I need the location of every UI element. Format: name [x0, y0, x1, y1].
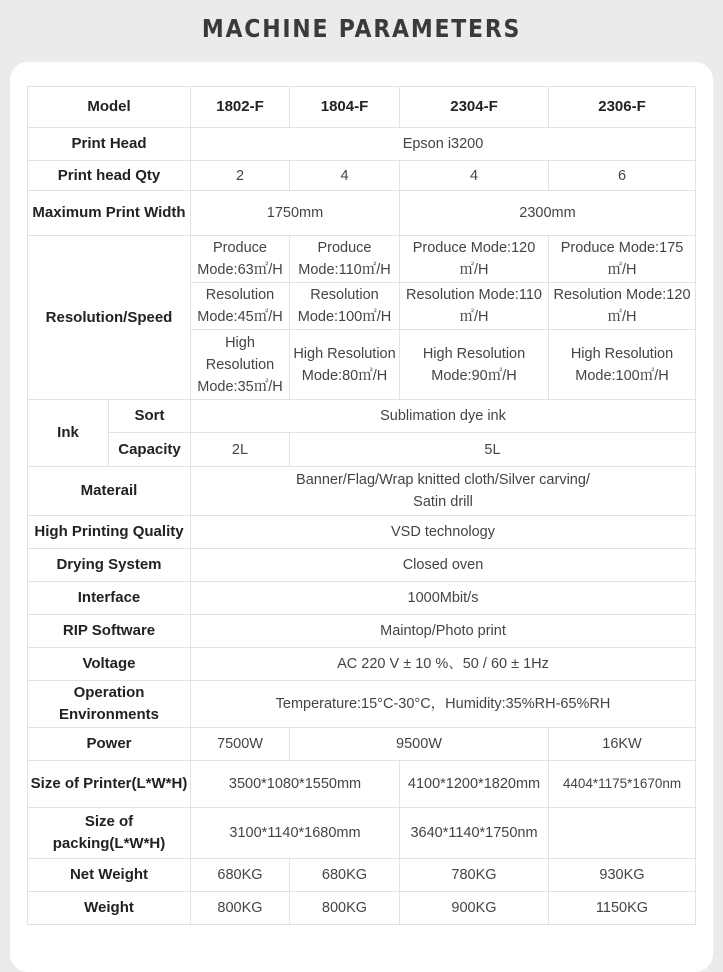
table-row [28, 648, 696, 681]
table-row [28, 516, 696, 549]
table-row-model [28, 87, 696, 128]
row-label: Power [28, 728, 191, 761]
row-label: Net Weight [28, 859, 191, 892]
cell: Closed oven [191, 549, 696, 582]
table-row [28, 582, 696, 615]
cell: 2300mm [400, 191, 696, 236]
cell: 930KG [549, 859, 696, 892]
cell: Resolution Mode:100㎡/H [290, 283, 400, 330]
table-row [28, 615, 696, 648]
table-row [28, 808, 696, 859]
table-row [28, 549, 696, 582]
cell: Resolution Mode:120㎡/H [549, 283, 696, 330]
cell: Temperature:15°C-30°C，Humidity:35%RH-65%RH [191, 681, 696, 728]
table-row [28, 236, 696, 283]
cell: 9500W [290, 728, 549, 761]
cell: High Resolution Mode:80㎡/H [290, 330, 400, 400]
sub-label: Capacity [109, 433, 191, 467]
table-row [28, 859, 696, 892]
row-label: RIP Software [28, 615, 191, 648]
row-label: Maximum Print Width [28, 191, 191, 236]
row-label: Drying System [28, 549, 191, 582]
table-row [28, 892, 696, 925]
cell: 6 [549, 161, 696, 191]
cell: Produce Mode:120㎡/H [400, 236, 549, 283]
cell-empty [549, 808, 696, 859]
row-label: Print head Qty [28, 161, 191, 191]
page-title: MACHINE PARAMETERS [201, 14, 522, 43]
cell: Resolution Mode:110㎡/H [400, 283, 549, 330]
table-row [28, 191, 696, 236]
cell: 16KW [549, 728, 696, 761]
cell: 900KG [400, 892, 549, 925]
row-label: Interface [28, 582, 191, 615]
model-header: 2304-F [400, 87, 549, 128]
cell: 2 [191, 161, 290, 191]
table-row [28, 128, 696, 161]
cell: 3100*1140*1680mm [191, 808, 400, 859]
model-header: 2306-F [549, 87, 696, 128]
cell: High Resolution Mode:35㎡/H [191, 330, 290, 400]
cell: Produce Mode:175㎡/H [549, 236, 696, 283]
material-text: Banner/Flag/Wrap knitted cloth/Silver carving/ Satin drill [296, 472, 590, 510]
row-label: Resolution/Speed [28, 236, 191, 400]
table-row [28, 681, 696, 728]
cell: 4 [290, 161, 400, 191]
cell: 2L [191, 433, 290, 467]
cell: Produce Mode:110㎡/H [290, 236, 400, 283]
cell: 680KG [290, 859, 400, 892]
parameters-table [27, 86, 696, 925]
table-row [28, 467, 696, 516]
table-row [28, 400, 696, 433]
table-row [28, 728, 696, 761]
table-row [28, 761, 696, 808]
cell: High Resolution Mode:90㎡/H [400, 330, 549, 400]
table-row [28, 433, 696, 467]
row-label: Size of packing(L*W*H) [28, 808, 191, 859]
table-row [28, 161, 696, 191]
cell: High Resolution Mode:100㎡/H [549, 330, 696, 400]
cell: 3500*1080*1550mm [191, 761, 400, 808]
row-label: Model [28, 87, 191, 128]
cell: VSD technology [191, 516, 696, 549]
model-header: 1804-F [290, 87, 400, 128]
model-header: 1802-F [191, 87, 290, 128]
row-label: Ink [28, 400, 109, 467]
cell: Produce Mode:63㎡/H [191, 236, 290, 283]
row-label: Materail [28, 467, 191, 516]
cell: 7500W [191, 728, 290, 761]
row-label: Operation Environments [28, 681, 191, 728]
cell: 3640*1140*1750nm [400, 808, 549, 859]
row-label: Size of Printer(L*W*H) [28, 761, 191, 808]
cell: Epson i3200 [191, 128, 696, 161]
cell: 780KG [400, 859, 549, 892]
cell: 4404*1175*1670nm [549, 761, 696, 808]
sub-label: Sort [109, 400, 191, 433]
cell: 1150KG [549, 892, 696, 925]
cell: 680KG [191, 859, 290, 892]
cell: Resolution Mode:45㎡/H [191, 283, 290, 330]
row-label: Voltage [28, 648, 191, 681]
cell: 800KG [290, 892, 400, 925]
cell [191, 467, 696, 516]
row-label: Print Head [28, 128, 191, 161]
row-label: Weight [28, 892, 191, 925]
cell: 1000Mbit/s [191, 582, 696, 615]
row-label: High Printing Quality [28, 516, 191, 549]
cell: AC 220 V ± 10 %、50 / 60 ± 1Hz [191, 648, 696, 681]
cell: 1750mm [191, 191, 400, 236]
cell: Maintop/Photo print [191, 615, 696, 648]
cell: 5L [290, 433, 696, 467]
cell: Sublimation dye ink [191, 400, 696, 433]
cell: 4100*1200*1820mm [400, 761, 549, 808]
cell: 800KG [191, 892, 290, 925]
cell: 4 [400, 161, 549, 191]
